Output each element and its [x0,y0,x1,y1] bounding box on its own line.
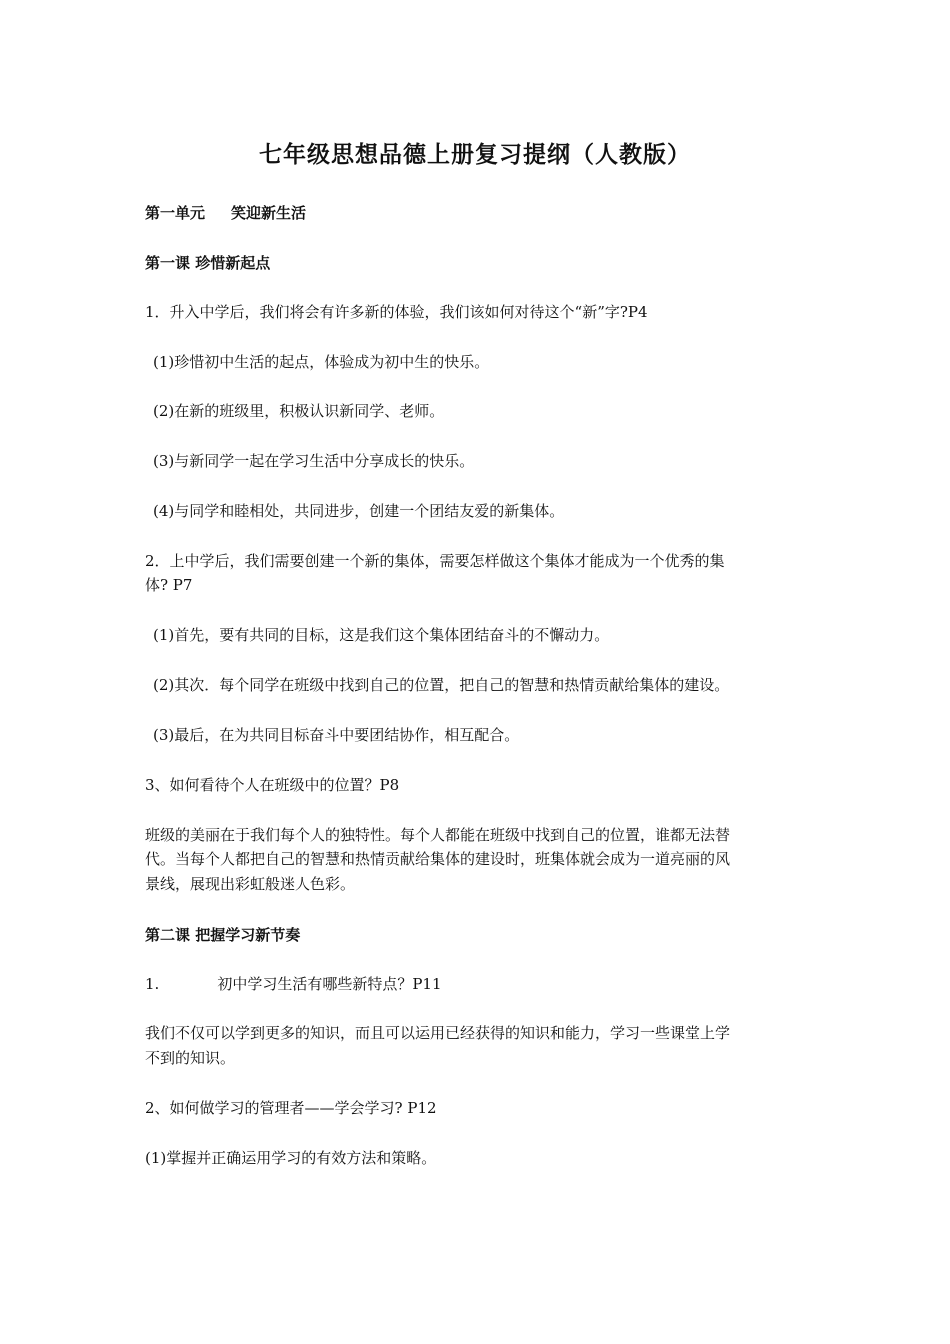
lesson1-q2-item: (3)最后，在为共同目标奋斗中要团结协作，相互配合。 [153,726,520,744]
lesson1-question-3: 3、如何看待个人在班级中的位置？P8 [145,776,400,794]
lesson2-q1-answer-line: 我们不仅可以学到更多的知识，而且可以运用已经获得的知识和能力，学习一些课堂上学 [145,1024,731,1042]
lesson1-q3-answer-line: 景线，展现出彩虹般迷人色彩。 [145,875,356,893]
lesson1-q1-item: (4)与同学和睦相处，共同进步，创建一个团结友爱的新集体。 [153,502,565,520]
lesson1-q3-answer-line: 代。当每个人都把自己的智慧和热情贡献给集体的建设时，班集体就会成为一道亮丽的风 [145,850,731,868]
lesson1-q1-item: (2)在新的班级里，积极认识新同学、老师。 [153,402,445,420]
lesson1-question-1: 1．升入中学后，我们将会有许多新的体验，我们该如何对待这个“新”字?P4 [145,303,648,321]
unit-label: 第一单元 [145,204,206,222]
unit-heading [145,201,805,225]
lesson1-question-2-line2: 体? P7 [145,576,193,594]
lesson1-q2-item: (1)首先，要有共同的目标，这是我们这个集体团结奋斗的不懈动力。 [153,626,610,644]
unit-name: 笑迎新生活 [231,204,307,222]
lesson1-question-2-line1: 2．上中学后，我们需要创建一个新的集体，需要怎样做这个集体才能成为一个优秀的集 [145,552,725,570]
lesson1-q2-item: (2)其次．每个同学在班级中找到自己的位置，把自己的智慧和热情贡献给集体的建设。 [153,676,730,694]
lesson1-q1-item: (1)珍惜初中生活的起点，体验成为初中生的快乐。 [153,353,490,371]
lesson1-heading: 第一课 珍惜新起点 [145,254,271,272]
lesson2-q2-item: (1)掌握并正确运用学习的有效方法和策略。 [145,1149,437,1167]
lesson2-q1-text: 初中学习生活有哪些新特点？P11 [217,975,442,993]
lesson2-q1-answer-line: 不到的知识。 [145,1049,236,1067]
lesson2-q1-number: 1. [145,975,160,993]
lesson2-question-2: 2、如何做学习的管理者——学会学习? P12 [145,1099,437,1117]
lesson2-question-1 [145,972,805,996]
lesson1-q1-item: (3)与新同学一起在学习生活中分享成长的快乐。 [153,452,475,470]
lesson1-q3-answer-line: 班级的美丽在于我们每个人的独特性。每个人都能在班级中找到自己的位置，谁都无法替 [145,826,731,844]
document-title: 七年级思想品德上册复习提纲（人教版） [259,141,691,168]
lesson2-heading: 第二课 把握学习新节奏 [145,926,301,944]
